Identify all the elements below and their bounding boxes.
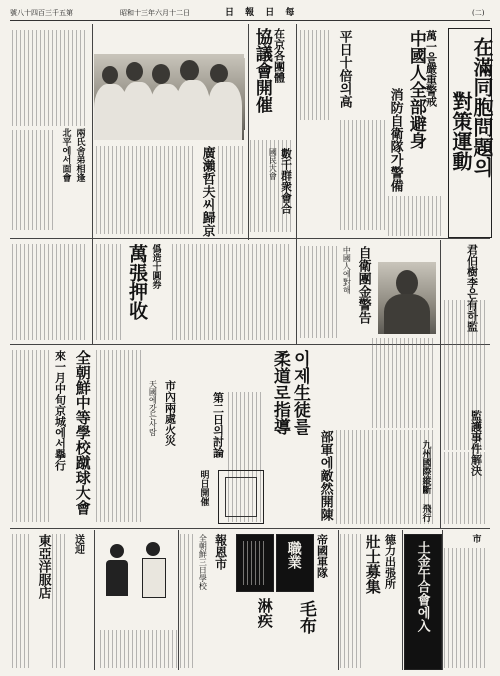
- article-body-text: [372, 338, 434, 428]
- ad-inkyo-box: [236, 534, 274, 592]
- headline-minzoku-1: 兩氏舍弟相逢: [74, 128, 85, 182]
- decorative-ornament: [218, 470, 264, 524]
- headline-bunsho: 部軍에敵然開陳: [317, 430, 333, 521]
- ad-right-2: 德力出張所: [383, 534, 397, 589]
- article-body-text: [12, 130, 56, 230]
- ad-mid-1: 淋疾: [255, 598, 274, 628]
- article-body-text: [218, 146, 244, 234]
- headline-hironaga: 廣瀨哲夫씨歸京: [199, 146, 215, 237]
- headline-kokusen: 國民大會: [268, 148, 278, 180]
- ad-body-text: [180, 534, 194, 668]
- ad-shokugyou-box: [276, 534, 314, 592]
- ad-moufu: 毛布: [295, 600, 316, 634]
- headline-gomin-1: 在京各團體: [272, 28, 286, 83]
- headline-minzoku-2: 北平에서面會: [60, 128, 71, 182]
- headline-katasuri: 第二日의討論: [211, 392, 225, 458]
- headline-suusen: 數千群衆會合: [279, 148, 293, 214]
- headline-zenchosen-1: 全朝鮮中等學校蹴球大會: [73, 350, 92, 515]
- ad-hoshin: 報恩市: [213, 534, 228, 570]
- headline-jishin: 市內兩處火災: [163, 380, 177, 446]
- date-line: 昭和十三年六月十二日: [120, 9, 190, 17]
- headline-kunshi: 君伯樹李은有하監: [465, 244, 479, 332]
- article-body-text: [340, 120, 386, 230]
- ad-mid-2: 職業: [285, 541, 302, 569]
- lead-headline-box: [448, 28, 492, 238]
- article-body-text: [444, 452, 486, 524]
- ad-kokusai: 帝國軍隊: [315, 534, 329, 578]
- ad-body-text: [52, 534, 68, 668]
- ad-body-text: [340, 534, 362, 668]
- masthead: [10, 6, 490, 21]
- article-body-text: [300, 30, 330, 120]
- headline-seito-2: 柔道로指導: [269, 350, 290, 435]
- headline-jieidan-2: 中國人에對해: [342, 246, 352, 294]
- group-photo: [94, 54, 244, 140]
- headline-jieidan-1: 自衛團金警告: [355, 246, 371, 324]
- headline-oukou: 萬張押收: [125, 244, 148, 320]
- article-body-text: [12, 350, 50, 522]
- article-body-text: [96, 350, 142, 522]
- ad-kintou: 土金午合會에入: [414, 541, 430, 632]
- headline-bandai-1: 萬一을嚴重警戒: [424, 30, 438, 107]
- page-marker: (二): [472, 9, 485, 17]
- lead-headline-1: 在滿同胞問題의: [470, 37, 494, 177]
- headline-kaiketsu: 監護事件解決: [469, 410, 483, 476]
- ad-body-text: [12, 534, 32, 668]
- ad-senkyo: 送迎: [72, 534, 84, 554]
- article-body-text: [388, 196, 444, 236]
- headline-bandai-2: 中國人全部避身: [405, 30, 426, 149]
- article-body-text: [172, 244, 292, 340]
- officer-portrait: [378, 262, 436, 334]
- ad-body-text: [444, 548, 488, 668]
- article-body-text: [96, 244, 122, 340]
- ad-ichijou: 市: [470, 534, 481, 543]
- article-body-text: [12, 244, 88, 340]
- lead-headline-2: 對策運動: [449, 91, 473, 171]
- headline-seito-1: 이제生徒를: [289, 350, 310, 435]
- ad-hangul-headline: 壯士募集: [363, 534, 382, 594]
- headline-ten-koku: 天國에갓든사람: [148, 380, 158, 436]
- headline-eikou: 九州國際縱斷 飛行: [420, 440, 431, 522]
- ad-body-text: [100, 630, 178, 668]
- paper-title: 日 報 日 每: [225, 8, 299, 18]
- issue-number: 號八十四百三千五第: [10, 9, 73, 17]
- headline-heijitsu: 平日十倍의高: [336, 30, 352, 108]
- headline-nisen: 僞造十圓券: [150, 244, 161, 289]
- headline-zenchosen-2: 來一月中旬京城에서擧行: [53, 350, 67, 471]
- article-body-text: [12, 30, 88, 126]
- article-body-text: [96, 146, 194, 234]
- ad-left-title: 東亞洋服店: [35, 534, 51, 599]
- headline-kaisetsu: 明日開催: [198, 470, 209, 506]
- headline-gomin-2: 協議會開催: [251, 28, 272, 113]
- ad-shikou: 全朝鮮三日學校: [198, 534, 208, 590]
- ad-illustration: [100, 536, 178, 626]
- headline-bandai-3: 消防自衛隊가警備: [387, 88, 403, 192]
- article-body-text: [300, 246, 338, 338]
- ad-kintou-box: [404, 534, 442, 670]
